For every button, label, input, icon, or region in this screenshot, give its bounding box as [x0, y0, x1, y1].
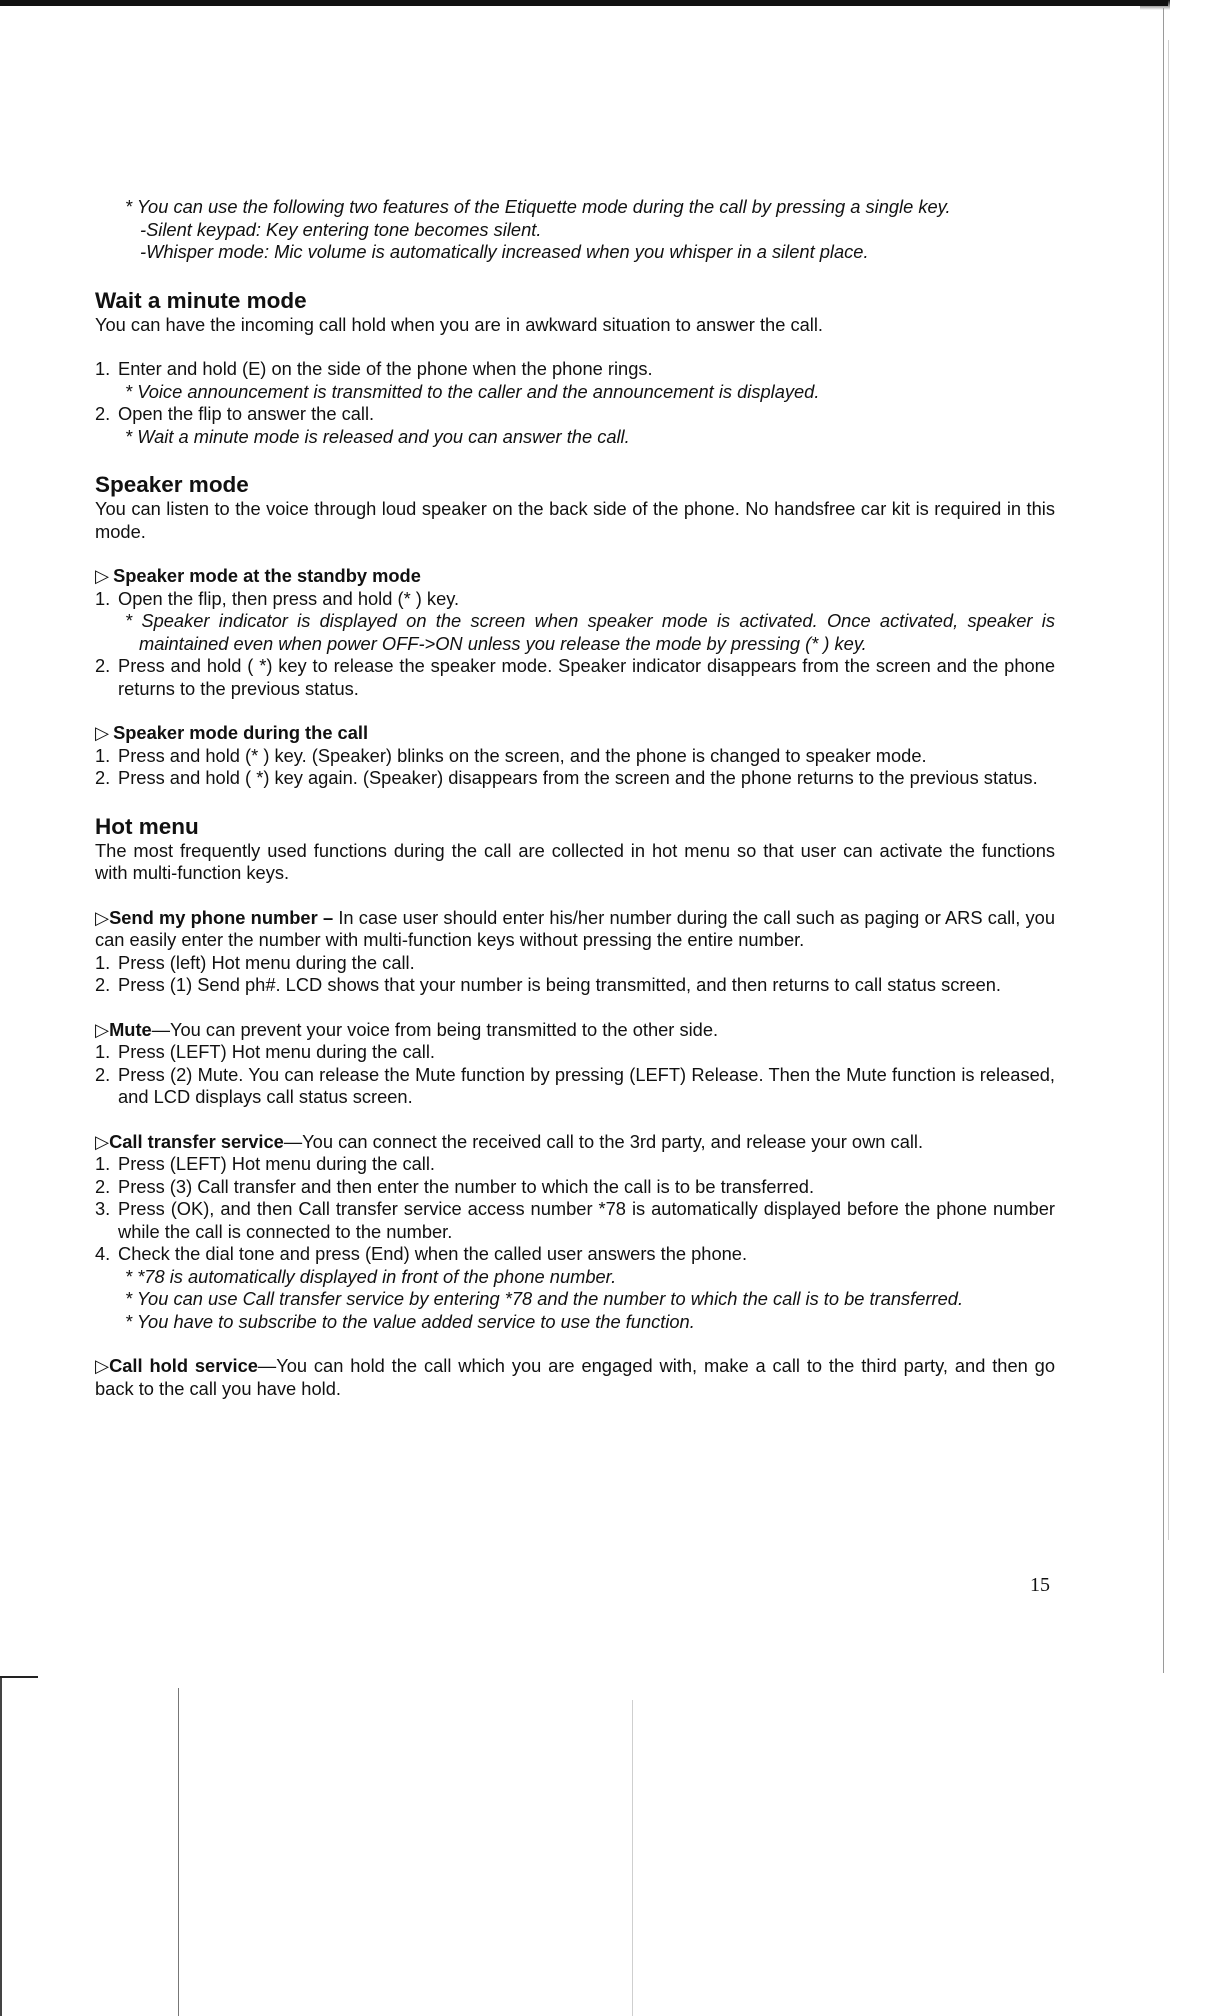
triangle-icon: ▷	[95, 565, 110, 586]
hot-menu-heading: Hot menu	[95, 813, 199, 839]
list-item: 2. Open the flip to answer the call. * Wait a minute mode is released and you can answer the call.	[95, 403, 1055, 448]
etiquette-note: * You can use the following two features of the Etiquette mode during the call by pressing a single key.	[125, 196, 951, 217]
list-item: 2. Press (1) Send ph#. LCD shows that your number is being transmitted, and then returns to call status screen.	[95, 974, 1002, 995]
call-transfer-title: Call transfer service	[109, 1130, 284, 1152]
list-item: 2. Press (2) Mute. You can release the Mute function by pressing (LEFT) Release. Then the Mute function is released, and LCD displays call status screen.	[95, 1063, 1055, 1107]
call-transfer-desc: You can connect the received call to the 3rd party, and release your own call.	[302, 1130, 924, 1152]
call-hold-title: Call hold service	[109, 1355, 258, 1376]
call-transfer-steps	[95, 1153, 1055, 1266]
mute-section: ▷Mute—You can prevent your voice from being transmitted to the other side.	[95, 1018, 719, 1040]
list-item: 1. Enter and hold (E) on the side of the phone when the phone rings. * Voice announcement is transmitted to the caller and the announcement is displayed.	[95, 358, 1055, 403]
list-item: 1. Press and hold (* ) key. (Speaker) blinks on the screen, and the phone is changed to speaker mode.	[95, 744, 927, 766]
mute-desc: You can prevent your voice from being transmitted to the other side.	[170, 1018, 719, 1040]
call-transfer-section: ▷Call transfer service—You can connect the received call to the 3rd party, and release your own call.	[95, 1130, 924, 1152]
list-item: 4. Check the dial tone and press (End) when the called user answers the phone.	[95, 1243, 748, 1264]
triangle-icon: ▷	[95, 722, 110, 743]
scan-right-edge	[1163, 8, 1164, 1673]
list-item: 1. Press (LEFT) Hot menu during the call.	[95, 1041, 435, 1062]
triangle-icon: ▷	[95, 906, 110, 928]
scan-left-edge	[0, 1678, 2, 2016]
speaker-call-steps	[95, 745, 1055, 790]
speaker-call-title: ▷ Speaker mode during the call	[95, 722, 369, 743]
list-item: 3. Press (OK), and then Call transfer service access number *78 is automatically displayed before the phone number while the call is connected to the number.	[95, 1198, 1055, 1242]
send-number-title: Send my phone number	[109, 906, 318, 928]
list-item: 1. Press (left) Hot menu during the call.	[95, 951, 415, 973]
silent-keypad-line: -Silent keypad: Key entering tone becomes silent.	[140, 218, 542, 240]
list-item: 1. Open the flip, then press and hold (* ) key. * Speaker indicator is displayed on the screen when speaker mode is activated. Once activated, speaker is maintained even when power OFF->ON unless you release the mode by pressing (* ) key.	[95, 587, 1055, 654]
list-item: 2. Press (3) Call transfer and then enter the number to which the call is to be transferred.	[95, 1175, 815, 1197]
scan-fold-line	[178, 1688, 179, 2016]
speaker-standby-steps	[95, 588, 1055, 701]
wait-minute-desc: You can have the incoming call hold when you are in awkward situation to answer the call.	[95, 313, 823, 335]
transfer-note: * You have to subscribe to the value added service to use the function.	[125, 1310, 695, 1332]
hot-menu-desc: The most frequently used functions during the call are collected in hot menu so that user can activate the functions with multi-function keys.	[95, 839, 1055, 883]
list-item: 1. Press (LEFT) Hot menu during the call.	[95, 1153, 435, 1174]
triangle-icon: ▷	[95, 1355, 110, 1376]
send-number-section: ▷Send my phone number – In case user should enter his/her number during the call such as paging or ARS call, you can easily enter the number with multi-function keys without pressing the entire number.	[95, 906, 1056, 950]
call-hold-desc: You can hold the call which you are engaged with, make a call to the third party, and then go back to the call you have hold.	[95, 1355, 1055, 1399]
send-number-desc: In case user should enter his/her number during the call such as paging or ARS call, you can easily enter the number with multi-function keys without pressing the entire number.	[95, 906, 1056, 950]
transfer-note: * You can use Call transfer service by entering *78 and the number to which the call is to be transferred.	[125, 1288, 964, 1309]
page-number: 15	[1030, 1574, 1050, 1596]
scan-top-edge	[0, 0, 1168, 6]
list-item: 2. Press and hold ( *) key again. (Speaker) disappears from the screen and the phone returns to the previous status.	[95, 767, 1038, 788]
whisper-mode-line: -Whisper mode: Mic volume is automatically increased when you whisper in a silent place.	[140, 241, 869, 262]
scan-right-edge-faint	[1168, 40, 1169, 1540]
document-page	[95, 196, 1055, 1400]
call-hold-section: ▷Call hold service—You can hold the call which you are engaged with, make a call to the third party, and then go back to the call you have hold.	[95, 1355, 1055, 1399]
step-note: * Wait a minute mode is released and you can answer the call.	[125, 425, 630, 447]
transfer-note: * *78 is automatically displayed in front of the phone number.	[125, 1265, 617, 1287]
scan-top-edge-tail	[1140, 0, 1170, 10]
wait-minute-heading: Wait a minute mode	[95, 287, 307, 313]
step-note: * Voice announcement is transmitted to the caller and the announcement is displayed.	[125, 380, 820, 402]
speaker-mode-heading: Speaker mode	[95, 472, 249, 497]
speaker-standby-title: ▷ Speaker mode at the standby mode	[95, 565, 421, 586]
wait-minute-steps	[95, 358, 1055, 448]
mute-title: Mute	[109, 1018, 152, 1040]
scan-bottom-mark	[0, 1676, 38, 1678]
list-item: 2. Press and hold ( *) key to release the speaker mode. Speaker indicator disappears from the screen and the phone returns to the previous status.	[95, 655, 1055, 699]
triangle-icon: ▷	[95, 1130, 110, 1152]
triangle-icon: ▷	[95, 1018, 110, 1040]
send-number-steps	[95, 952, 1055, 997]
scan-fold-line-faint	[632, 1700, 633, 2016]
step-note: * Speaker indicator is displayed on the screen when speaker mode is activated. Once activated, speaker is maintained even when power OFF->ON unless you release the mode by pressing (* ) key.	[125, 610, 1055, 654]
mute-steps	[95, 1041, 1055, 1109]
speaker-mode-desc: You can listen to the voice through loud speaker on the back side of the phone. No handsfree car kit is required in this mode.	[95, 498, 1055, 542]
